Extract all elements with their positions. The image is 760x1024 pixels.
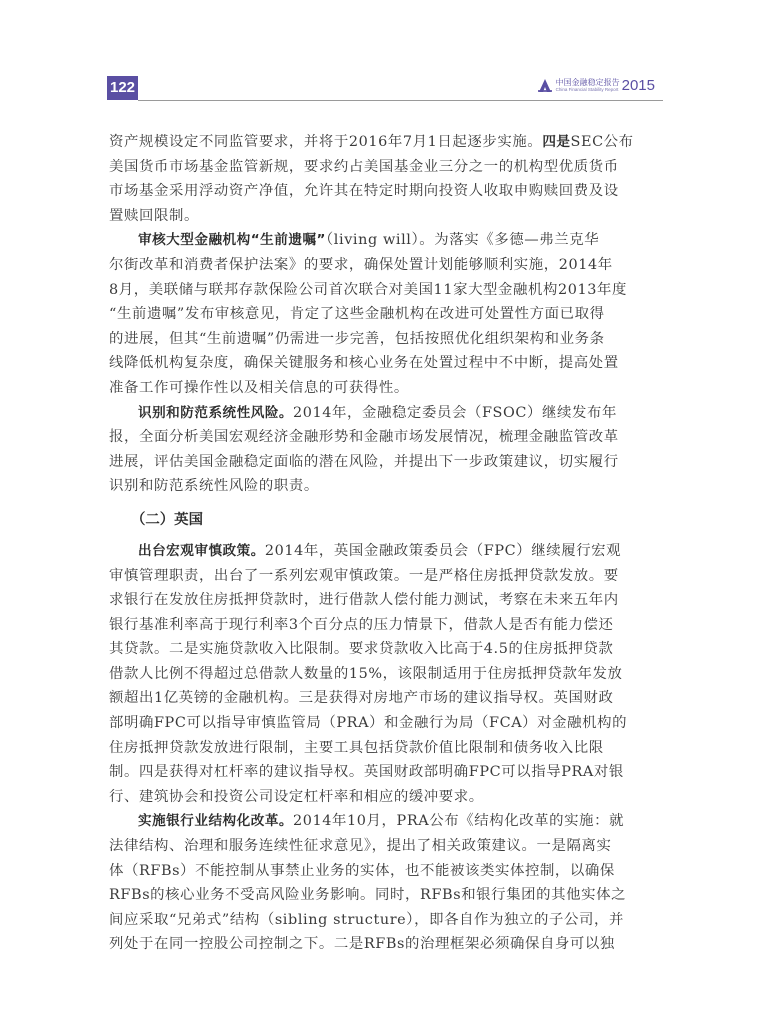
paragraph [109, 401, 643, 499]
text-line: 列处于在同一控股公司控制之下。二是RFBs的治理框架必须确保自身可以独 [109, 936, 615, 953]
bold-marker: 四是 [542, 134, 571, 150]
text-line: 借款人比例不得超过总借款人数量的15%，该限制适用于住房抵押贷款年发放 [109, 665, 623, 682]
text-line: 部明确FPC可以指导审慎监管局（PRA）和金融行为局（FCA）对金融机构的 [109, 715, 628, 732]
section-heading: （二）英国 [131, 510, 203, 528]
text-line: 置赎回限制。 [109, 207, 199, 224]
brand-year: 2015 [621, 77, 655, 94]
text-line: RFBs的核心业务不受高风险业务影响。同时，RFBs和银行集团的其他实体之 [109, 887, 627, 904]
text-line: 额超出1亿英镑的金融机构。三是获得对房地产市场的建议指导权。英国财政 [109, 690, 614, 707]
text-line: 识别和防范系统性风险的职责。 [109, 478, 319, 495]
paragraph-lead: 识别和防范系统性风险。 [138, 404, 294, 421]
text-line: 间应采取“兄弟式”结构（sibling structure），即各自作为独立的子公司，并 [109, 911, 624, 928]
paragraph-lead: 审核大型金融机构“生前遗嘱” [138, 232, 326, 249]
paragraph [109, 130, 643, 228]
text-line: 资产规模设定不同监管要求，并将于2016年7月1日起逐步实施。四是SEC公布 [109, 134, 634, 150]
text-line: 进展，评估美国金融稳定面临的潜在风险，并提出下一步政策建议，切实履行 [109, 453, 619, 470]
text-line: 准备工作可操作性以及相关信息的可获得性。 [109, 379, 409, 396]
text-line: 出台宏观审慎政策。2014年，英国金融政策委员会（FPC）继续履行宏观 [138, 542, 622, 559]
text-line: 尔街改革和消费者保护法案》的要求，确保处置计划能够顺利实施，2014年 [109, 256, 613, 273]
text-line: 求银行在发放住房抵押贷款时，进行借款人偿付能力测试，考察在未来五年内 [109, 592, 619, 609]
report-logo-icon [537, 78, 553, 94]
text-line: 行、建筑协会和投资公司设定杠杆率和相应的缓冲要求。 [109, 788, 484, 805]
text-line: 住房抵押贷款发放进行限制，主要工具包括贷款价值比限制和债务收入比限 [109, 739, 604, 756]
paragraph-lead: 出台宏观审慎政策。 [138, 542, 265, 559]
paragraph [109, 228, 643, 400]
text-line: 体（RFBs）不能控制从事禁止业务的实体，也不能被该类实体控制，以确保 [109, 862, 615, 879]
text-line: 识别和防范系统性风险。2014年，金融稳定委员会（FSOC）继续发布年 [138, 404, 617, 421]
text-line: 其贷款。二是实施贷款收入比限制。要求贷款收入比高于4.5的住房抵押贷款 [109, 641, 614, 658]
text-line: 线降低机构复杂度，确保关键服务和核心业务在处置过程中不中断，提高处置 [109, 355, 619, 372]
document-body [109, 130, 643, 957]
brand-title-en: China Financial Stability Report [555, 86, 619, 92]
page-header [107, 76, 663, 102]
brand-title-cn: 中国金融稳定报告 [555, 77, 620, 87]
page-number-badge: 122 [107, 76, 138, 100]
text-line: 市场基金采用浮动资产净值，允许其在特定时期向投资人收取申购赎回费及设 [109, 183, 619, 200]
paragraph [109, 539, 643, 810]
text-line: 实施银行业结构化改革。2014年10月，PRA公布《结构化改革的实施：就 [138, 813, 625, 830]
text-line: 法律结构、治理和服务连续性征求意见》，提出了相关政策建议。一是隔离实 [109, 838, 612, 855]
text-line: 审慎管理职责，出台了一系列宏观审慎政策。一是严格住房抵押贷款发放。要 [109, 567, 619, 584]
text-line: “生前遗嘱”发布审核意见，肯定了这些金融机构在改进可处置性方面已取得 [109, 306, 605, 323]
header-rule [138, 100, 663, 101]
text-line: 美国货币市场基金监管新规，要求约占美国基金业三分之一的机构型优质货币 [109, 158, 619, 175]
text-line: 银行基准利率高于现行利率3个百分点的压力情景下，借款人是否有能力偿还 [109, 616, 614, 633]
text-line: 的进展，但其“生前遗嘱”仍需进一步完善，包括按照优化组织架构和业务条 [109, 330, 605, 347]
text-line: 8月，美联储与联邦存款保险公司首次联合对美国11家大型金融机构2013年度 [109, 281, 628, 298]
text-line: 制。四是获得对杠杆率的建议指导权。英国财政部明确FPC可以指导PRA对银 [109, 764, 624, 781]
paragraph [109, 809, 643, 957]
text-line: 审核大型金融机构“生前遗嘱”（living will）。为落实《多德—弗兰克华 [138, 232, 600, 249]
paragraph-lead: 实施银行业结构化改革。 [138, 813, 294, 830]
text-line: 报，全面分析美国宏观经济金融形势和金融市场发展情况，梳理金融监管改革 [109, 429, 619, 446]
report-brand [537, 77, 655, 94]
